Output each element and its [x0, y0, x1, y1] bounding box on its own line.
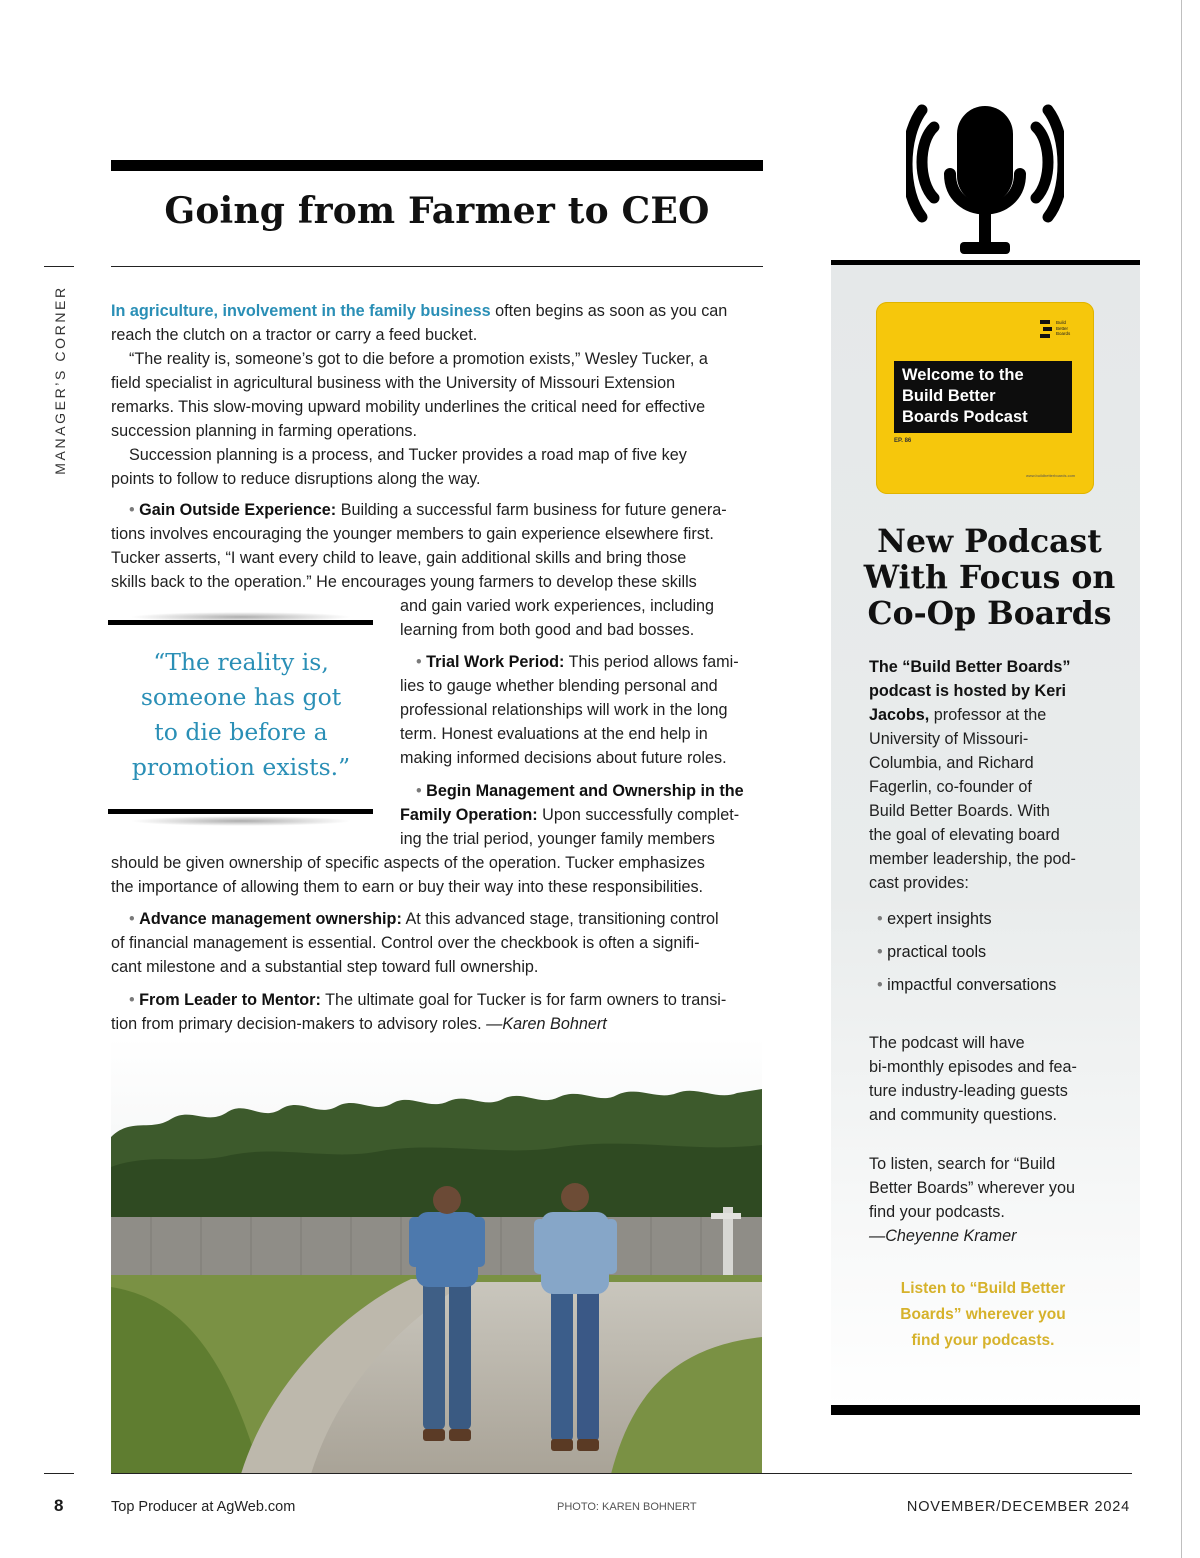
text-line: professional relationships will work in the long	[400, 701, 728, 719]
lead-in: In agriculture, involvement in the family business	[111, 302, 491, 320]
text-line: of financial management is essential. Control over the checkbook is often a signifi-	[111, 934, 700, 952]
bullet-heading: From Leader to Mentor:	[139, 991, 321, 1009]
text-line: making informed decisions about future roles.	[400, 749, 727, 767]
list-item-label: impactful conversations	[887, 976, 1057, 994]
article-intro	[111, 299, 771, 491]
cover-title-line: Build Better	[902, 387, 996, 405]
text-line: lies to gauge whether blending personal and	[400, 677, 718, 695]
pull-quote-bottom-bar	[108, 809, 373, 814]
list-item: • practical tools	[877, 943, 987, 961]
text-line: ture industry-leading guests	[869, 1082, 1068, 1100]
logo-line: Better	[1056, 325, 1069, 331]
text-line: cast provides:	[869, 874, 969, 892]
article-headline: Going from Farmer to CEO	[164, 190, 710, 232]
host-name: Jacobs,	[869, 706, 930, 724]
intro-line: often begins as soon as you can	[495, 302, 728, 320]
article-byline: —Karen Bohnert	[486, 1015, 607, 1033]
text-line: ing the trial period, younger family members	[400, 830, 715, 848]
text-line: points to follow to reduce disruptions along the way.	[111, 470, 481, 488]
bullet-trial-work-period	[400, 650, 770, 770]
text-line: Tucker asserts, “I want every child to leave, gain additional skills and bring those	[111, 549, 687, 567]
callout-line: find your podcasts.	[911, 1332, 1055, 1349]
pull-quote-top-shadow	[130, 612, 352, 622]
text-line: the goal of elevating board	[869, 826, 1060, 844]
text-line: member leadership, the pod-	[869, 850, 1076, 868]
intro-paragraph	[111, 299, 771, 347]
cover-title-box	[894, 361, 1072, 433]
pull-quote-line: someone has got	[140, 683, 342, 711]
bullet-begin-management	[400, 779, 770, 851]
text-line: The podcast will have	[869, 1034, 1025, 1052]
sidebar-callout	[858, 1276, 1108, 1354]
text-line: succession planning in farming operations.	[111, 422, 417, 440]
text-line: should be given ownership of specific aspects of the operation. Tucker emphasizes	[111, 854, 705, 872]
text-line: The “Build Better Boards”	[869, 658, 1071, 676]
page-edge	[1181, 0, 1182, 1558]
sidebar-schedule-paragraph	[869, 1031, 1131, 1127]
bullet-dot: •	[129, 501, 135, 519]
text-line: Columbia, and Richard	[869, 754, 1034, 772]
cover-url: www.buildbetterboards.com	[1026, 473, 1076, 478]
list-item: • impactful conversations	[877, 976, 1057, 994]
footer-rule	[111, 1473, 1132, 1474]
text-line: podcast is hosted by Keri	[869, 682, 1066, 700]
logo-line: Build	[1056, 320, 1067, 325]
bullet-heading: Trial Work Period:	[426, 653, 565, 671]
pull-quote-bottom-shadow	[130, 816, 352, 826]
sidebar-bottom-bar	[831, 1405, 1140, 1415]
podcast-cover	[876, 302, 1094, 494]
sidebar-byline: —Cheyenne Kramer	[869, 1227, 1017, 1245]
text-line: This period allows fami-	[568, 653, 739, 671]
text-line: Build Better Boards. With	[869, 802, 1050, 820]
bullet-begin-management-cont	[111, 851, 771, 899]
cover-title-line: Welcome to the	[902, 366, 1024, 384]
publication-name: Top Producer at AgWeb.com	[111, 1499, 296, 1515]
microphone-icon	[906, 102, 1064, 262]
bullet-dot: •	[129, 991, 135, 1009]
text-line: the importance of allowing them to earn or buy their way into these responsibilities.	[111, 878, 704, 896]
text-line: skills back to the operation.” He encourages young farmers to develop these skills	[111, 573, 697, 591]
succession-paragraph	[111, 443, 771, 491]
section-label: MANAGER’S CORNER	[52, 285, 68, 475]
photo-credit: PHOTO: KAREN BOHNERT	[557, 1501, 697, 1513]
text-line: learning from both good and bad bosses.	[400, 621, 695, 639]
text-line: Succession planning is a process, and Tucker provides a road map of five key	[129, 446, 687, 464]
podcast-features-list	[877, 907, 1056, 1006]
pull-quote-line: “The reality is,	[153, 648, 329, 676]
headline-bar	[111, 160, 763, 171]
bullet-heading: Gain Outside Experience:	[139, 501, 337, 519]
sidebar-listen-paragraph	[869, 1152, 1131, 1248]
text-line: tion from primary decision-makers to advisory roles.	[111, 1015, 482, 1033]
list-item-label: practical tools	[887, 943, 987, 961]
callout-line: Listen to “Build Better	[900, 1280, 1066, 1297]
text-line: find your podcasts.	[869, 1203, 1005, 1221]
text-line: University of Missouri-	[869, 730, 1029, 748]
intro-line: reach the clutch on a tractor or carry a feed bucket.	[111, 326, 478, 344]
text-line: remarks. This slow-moving upward mobility underlines the critical need for effective	[111, 398, 706, 416]
text-line: Better Boards” wherever you	[869, 1179, 1076, 1197]
text-line: “The reality is, someone’s got to die before a promotion exists,” Wesley Tucker, a	[129, 350, 708, 368]
logo-line: Boards	[1056, 331, 1071, 336]
sidebar-description	[869, 655, 1131, 895]
bullet-heading: Family Operation:	[400, 806, 538, 824]
text-line: bi-monthly episodes and fea-	[869, 1058, 1077, 1076]
build-better-boards-logo	[1040, 320, 1080, 340]
bullet-heading: Advance management ownership:	[139, 910, 402, 928]
text-line: To listen, search for “Build	[869, 1155, 1056, 1173]
text-line: professor at the	[933, 706, 1047, 724]
bullet-leader-to-mentor	[111, 988, 771, 1036]
issue-date: NOVEMBER/DECEMBER 2024	[906, 1499, 1130, 1515]
text-line: Fagerlin, co-founder of	[869, 778, 1032, 796]
pull-quote	[110, 645, 372, 785]
text-line: and community questions.	[869, 1106, 1058, 1124]
bullet-dot: •	[129, 910, 135, 928]
bullet-dot: •	[416, 782, 422, 800]
quote-paragraph	[111, 347, 771, 443]
sidebar-headline-line: With Focus on	[863, 559, 1116, 596]
footer-rule-left	[44, 1473, 74, 1474]
sidebar-headline-line: New Podcast	[877, 523, 1102, 560]
side-rule	[44, 266, 74, 267]
text-line: tions involves encouraging the younger members to gain experience elsewhere first.	[111, 525, 714, 543]
pull-quote-line: promotion exists.”	[131, 753, 351, 781]
cover-title-line: Boards Podcast	[902, 408, 1028, 426]
callout-line: Boards” wherever you	[900, 1306, 1066, 1323]
list-item-label: expert insights	[887, 910, 992, 928]
text-line: The ultimate goal for Tucker is for farm owners to transi-	[325, 991, 727, 1009]
bullet-heading: Begin Management and Ownership in the	[426, 782, 744, 800]
bullet-advance-management	[111, 907, 771, 979]
text-line: and gain varied work experiences, including	[400, 597, 715, 615]
text-line: Building a successful farm business for future genera-	[340, 501, 727, 519]
text-line: field specialist in agricultural business with the University of Missouri Extension	[111, 374, 676, 392]
sidebar-headline	[841, 524, 1138, 632]
text-line: term. Honest evaluations at the end help in	[400, 725, 708, 743]
bullet-dot: •	[416, 653, 422, 671]
cover-episode: EP. 86	[894, 438, 912, 444]
pull-quote-line: to die before a	[154, 718, 328, 746]
farm-photo	[111, 1037, 762, 1474]
bullet-gain-outside-experience	[111, 498, 771, 594]
text-line: cant milestone and a substantial step toward full ownership.	[111, 958, 539, 976]
text-line: Upon successfully complet-	[542, 806, 740, 824]
bullet-gain-outside-experience-cont	[400, 594, 770, 642]
headline-rule	[111, 266, 763, 267]
list-item: • expert insights	[877, 910, 992, 928]
page-number: 8	[54, 1496, 64, 1515]
sidebar-headline-line: Co-Op Boards	[867, 595, 1112, 632]
text-line: At this advanced stage, transitioning control	[405, 910, 719, 928]
